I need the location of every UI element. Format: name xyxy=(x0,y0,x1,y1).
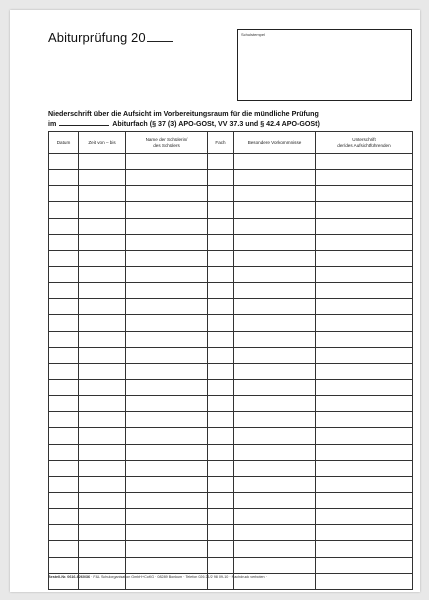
table-row xyxy=(49,363,413,379)
cell-subject[interactable] xyxy=(208,170,234,186)
cell-date[interactable] xyxy=(49,186,79,202)
cell-time[interactable] xyxy=(79,266,126,282)
school-stamp-box xyxy=(237,29,412,101)
cell-time[interactable] xyxy=(79,428,126,444)
cell-incidents[interactable] xyxy=(234,444,316,460)
cell-student-name[interactable] xyxy=(126,460,208,476)
cell-time[interactable] xyxy=(79,331,126,347)
cell-subject[interactable] xyxy=(208,299,234,315)
cell-date[interactable] xyxy=(49,266,79,282)
cell-subject[interactable] xyxy=(208,234,234,250)
cell-date[interactable] xyxy=(49,299,79,315)
cell-date[interactable] xyxy=(49,541,79,557)
table-row xyxy=(49,299,413,315)
cell-time[interactable] xyxy=(79,363,126,379)
table-row xyxy=(49,331,413,347)
cell-signature[interactable] xyxy=(316,509,413,525)
table-row xyxy=(49,154,413,170)
cell-date[interactable] xyxy=(49,412,79,428)
cell-subject[interactable] xyxy=(208,202,234,218)
cell-signature[interactable] xyxy=(316,347,413,363)
cell-student-name[interactable] xyxy=(126,379,208,395)
cell-signature[interactable] xyxy=(316,444,413,460)
cell-subject[interactable] xyxy=(208,428,234,444)
cell-date[interactable] xyxy=(49,396,79,412)
cell-incidents[interactable] xyxy=(234,266,316,282)
cell-time[interactable] xyxy=(79,315,126,331)
cell-student-name[interactable] xyxy=(126,347,208,363)
cell-date[interactable] xyxy=(49,363,79,379)
heading-line-2-suffix: Abiturfach (§ 37 (3) APO-GOSt, VV 37.3 und § 42.4 APO-GOSt) xyxy=(112,119,320,128)
table-row xyxy=(49,460,413,476)
cell-signature[interactable] xyxy=(316,218,413,234)
cell-student-name[interactable] xyxy=(126,170,208,186)
cell-signature[interactable] xyxy=(316,379,413,395)
cell-signature[interactable] xyxy=(316,315,413,331)
school-stamp-label: Schulstempel xyxy=(241,32,266,37)
publisher-info: · F&L Schulorganisation GmbH+CoKG · 08289 Bonkum · Telefon 026 21/2 98 09-10 · Nachdruck verboten · xyxy=(91,575,267,579)
cell-subject[interactable] xyxy=(208,525,234,541)
table-header-row xyxy=(49,132,413,154)
cell-student-name[interactable] xyxy=(126,363,208,379)
cell-signature[interactable] xyxy=(316,460,413,476)
cell-student-name[interactable] xyxy=(126,250,208,266)
cell-incidents[interactable] xyxy=(234,525,316,541)
cell-time[interactable] xyxy=(79,234,126,250)
table-row xyxy=(49,444,413,460)
cell-signature[interactable] xyxy=(316,396,413,412)
cell-student-name[interactable] xyxy=(126,299,208,315)
table-row xyxy=(49,476,413,492)
cell-date[interactable] xyxy=(49,218,79,234)
cell-student-name[interactable] xyxy=(126,315,208,331)
cell-incidents[interactable] xyxy=(234,541,316,557)
cell-subject[interactable] xyxy=(208,460,234,476)
cell-date[interactable] xyxy=(49,170,79,186)
form-heading xyxy=(48,110,408,129)
heading-line-2-prefix: im xyxy=(48,119,57,128)
column-header-signature: Unterschrift der/des Aufsichtführenden xyxy=(316,132,413,154)
table-row xyxy=(49,509,413,525)
cell-student-name[interactable] xyxy=(126,218,208,234)
cell-signature[interactable] xyxy=(316,525,413,541)
cell-student-name[interactable] xyxy=(126,283,208,299)
cell-date[interactable] xyxy=(49,283,79,299)
cell-subject[interactable] xyxy=(208,379,234,395)
cell-student-name[interactable] xyxy=(126,492,208,508)
heading-line-1: Niederschrift über die Aufsicht im Vorbereitungsraum für die mündliche Prüfung xyxy=(48,110,319,118)
cell-time[interactable] xyxy=(79,379,126,395)
cell-date[interactable] xyxy=(49,202,79,218)
table-row xyxy=(49,266,413,282)
cell-incidents[interactable] xyxy=(234,331,316,347)
column-header-time: Zeit von – bis xyxy=(79,132,126,154)
cell-student-name[interactable] xyxy=(126,428,208,444)
cell-subject[interactable] xyxy=(208,186,234,202)
cell-time[interactable] xyxy=(79,476,126,492)
table-row xyxy=(49,202,413,218)
cell-date[interactable] xyxy=(49,379,79,395)
cell-signature[interactable] xyxy=(316,428,413,444)
cell-incidents[interactable] xyxy=(234,315,316,331)
cell-subject[interactable] xyxy=(208,444,234,460)
table-row xyxy=(49,347,413,363)
cell-signature[interactable] xyxy=(316,266,413,282)
cell-incidents[interactable] xyxy=(234,460,316,476)
cell-signature[interactable] xyxy=(316,283,413,299)
cell-date[interactable] xyxy=(49,154,79,170)
cell-incidents[interactable] xyxy=(234,218,316,234)
cell-time[interactable] xyxy=(79,492,126,508)
cell-time[interactable] xyxy=(79,347,126,363)
cell-subject[interactable] xyxy=(208,557,234,573)
cell-subject[interactable] xyxy=(208,347,234,363)
cell-incidents[interactable] xyxy=(234,347,316,363)
cell-incidents[interactable] xyxy=(234,412,316,428)
cell-incidents[interactable] xyxy=(234,170,316,186)
cell-incidents[interactable] xyxy=(234,428,316,444)
cell-time[interactable] xyxy=(79,557,126,573)
cell-student-name[interactable] xyxy=(126,476,208,492)
table-row xyxy=(49,541,413,557)
cell-incidents[interactable] xyxy=(234,476,316,492)
cell-signature[interactable] xyxy=(316,234,413,250)
cell-student-name[interactable] xyxy=(126,186,208,202)
cell-time[interactable] xyxy=(79,509,126,525)
cell-student-name[interactable] xyxy=(126,234,208,250)
cell-date[interactable] xyxy=(49,525,79,541)
cell-signature[interactable] xyxy=(316,363,413,379)
cell-date[interactable] xyxy=(49,444,79,460)
cell-incidents[interactable] xyxy=(234,234,316,250)
cell-date[interactable] xyxy=(49,428,79,444)
cell-date[interactable] xyxy=(49,476,79,492)
cell-signature[interactable] xyxy=(316,170,413,186)
cell-signature[interactable] xyxy=(316,186,413,202)
cell-student-name[interactable] xyxy=(126,331,208,347)
cell-incidents[interactable] xyxy=(234,186,316,202)
cell-time[interactable] xyxy=(79,154,126,170)
cell-time[interactable] xyxy=(79,444,126,460)
cell-subject[interactable] xyxy=(208,492,234,508)
cell-incidents[interactable] xyxy=(234,283,316,299)
cell-subject[interactable] xyxy=(208,283,234,299)
table-row xyxy=(49,186,413,202)
cell-student-name[interactable] xyxy=(126,541,208,557)
cell-time[interactable] xyxy=(79,202,126,218)
cell-student-name[interactable] xyxy=(126,202,208,218)
cell-incidents[interactable] xyxy=(234,202,316,218)
form-title-text: Abiturprüfung 20 xyxy=(48,30,146,45)
cell-time[interactable] xyxy=(79,299,126,315)
table-row xyxy=(49,492,413,508)
cell-time[interactable] xyxy=(79,541,126,557)
cell-date[interactable] xyxy=(49,331,79,347)
cell-student-name[interactable] xyxy=(126,444,208,460)
cell-incidents[interactable] xyxy=(234,379,316,395)
table-row xyxy=(49,283,413,299)
cell-time[interactable] xyxy=(79,283,126,299)
supervision-log-table xyxy=(48,131,413,590)
cell-subject[interactable] xyxy=(208,412,234,428)
form-footer xyxy=(48,575,412,579)
cell-time[interactable] xyxy=(79,412,126,428)
cell-subject[interactable] xyxy=(208,266,234,282)
cell-time[interactable] xyxy=(79,170,126,186)
cell-signature[interactable] xyxy=(316,412,413,428)
cell-subject[interactable] xyxy=(208,315,234,331)
cell-date[interactable] xyxy=(49,347,79,363)
cell-signature[interactable] xyxy=(316,557,413,573)
cell-time[interactable] xyxy=(79,186,126,202)
cell-student-name[interactable] xyxy=(126,266,208,282)
table-row xyxy=(49,428,413,444)
table-row xyxy=(49,218,413,234)
column-header-date: Datum xyxy=(49,132,79,154)
form-title xyxy=(48,30,173,45)
cell-date[interactable] xyxy=(49,492,79,508)
column-header-student-name: Name der Schülerin/ des Schülers xyxy=(126,132,208,154)
year-blank-line xyxy=(147,32,173,42)
column-header-subject: Fach xyxy=(208,132,234,154)
cell-incidents[interactable] xyxy=(234,154,316,170)
cell-incidents[interactable] xyxy=(234,492,316,508)
cell-subject[interactable] xyxy=(208,476,234,492)
cell-date[interactable] xyxy=(49,460,79,476)
cell-student-name[interactable] xyxy=(126,154,208,170)
cell-incidents[interactable] xyxy=(234,509,316,525)
table-row xyxy=(49,412,413,428)
table-row xyxy=(49,170,413,186)
cell-signature[interactable] xyxy=(316,299,413,315)
table-row xyxy=(49,234,413,250)
cell-incidents[interactable] xyxy=(234,363,316,379)
cell-time[interactable] xyxy=(79,218,126,234)
table-row xyxy=(49,396,413,412)
cell-student-name[interactable] xyxy=(126,396,208,412)
heading-line-2 xyxy=(48,120,408,130)
cell-incidents[interactable] xyxy=(234,396,316,412)
cell-student-name[interactable] xyxy=(126,557,208,573)
cell-time[interactable] xyxy=(79,525,126,541)
cell-subject[interactable] xyxy=(208,396,234,412)
cell-signature[interactable] xyxy=(316,250,413,266)
cell-signature[interactable] xyxy=(316,154,413,170)
cell-date[interactable] xyxy=(49,557,79,573)
cell-date[interactable] xyxy=(49,250,79,266)
cell-subject[interactable] xyxy=(208,154,234,170)
table-row xyxy=(49,250,413,266)
cell-date[interactable] xyxy=(49,315,79,331)
table-row xyxy=(49,379,413,395)
cell-signature[interactable] xyxy=(316,541,413,557)
cell-time[interactable] xyxy=(79,250,126,266)
cell-subject[interactable] xyxy=(208,363,234,379)
cell-date[interactable] xyxy=(49,509,79,525)
cell-incidents[interactable] xyxy=(234,250,316,266)
cell-subject[interactable] xyxy=(208,541,234,557)
cell-incidents[interactable] xyxy=(234,299,316,315)
cell-signature[interactable] xyxy=(316,331,413,347)
cell-time[interactable] xyxy=(79,460,126,476)
cell-incidents[interactable] xyxy=(234,557,316,573)
cell-date[interactable] xyxy=(49,234,79,250)
cell-signature[interactable] xyxy=(316,202,413,218)
table-row xyxy=(49,525,413,541)
cell-subject[interactable] xyxy=(208,250,234,266)
cell-student-name[interactable] xyxy=(126,509,208,525)
subject-blank-line xyxy=(59,120,109,126)
column-header-incidents: Besondere Vorkommnisse xyxy=(234,132,316,154)
form-sheet xyxy=(10,10,420,592)
order-number: Bestell-Nr. 0616-6260/36 xyxy=(48,575,91,579)
cell-signature[interactable] xyxy=(316,492,413,508)
cell-time[interactable] xyxy=(79,396,126,412)
table-row xyxy=(49,315,413,331)
cell-subject[interactable] xyxy=(208,218,234,234)
cell-subject[interactable] xyxy=(208,509,234,525)
cell-student-name[interactable] xyxy=(126,412,208,428)
table-row xyxy=(49,557,413,573)
cell-signature[interactable] xyxy=(316,476,413,492)
cell-subject[interactable] xyxy=(208,331,234,347)
table-body xyxy=(49,154,413,590)
cell-student-name[interactable] xyxy=(126,525,208,541)
